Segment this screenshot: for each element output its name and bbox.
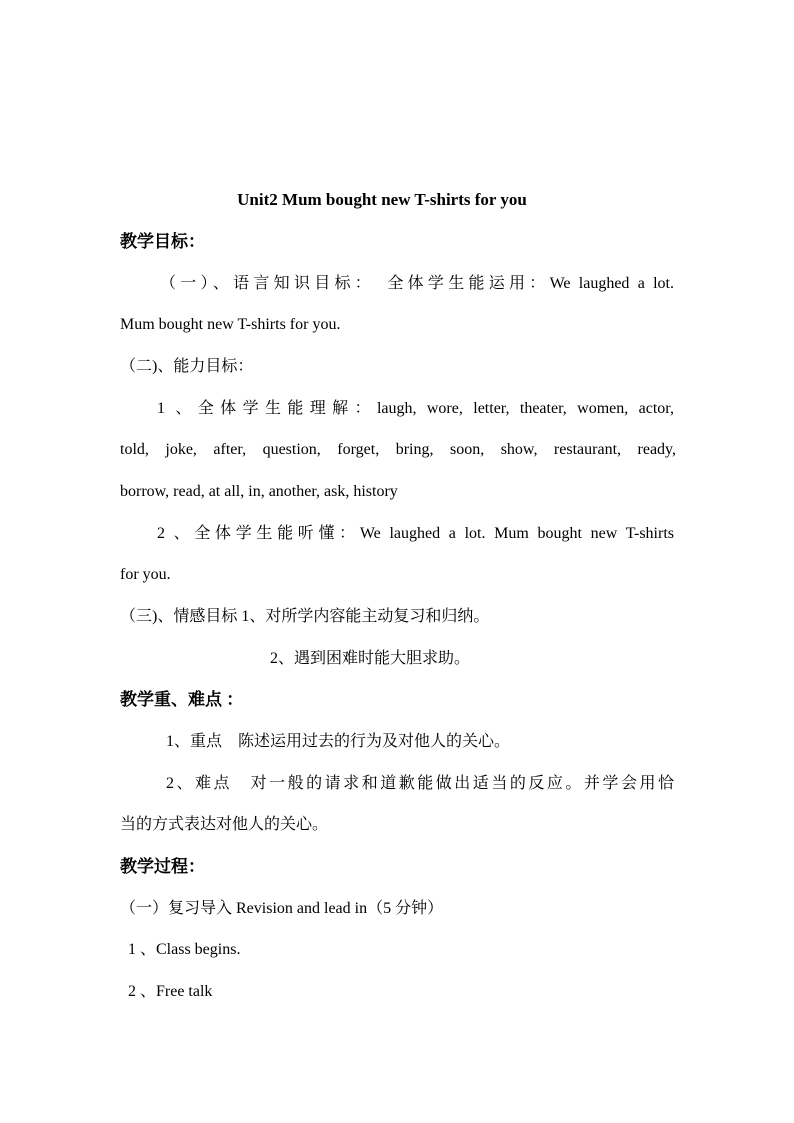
section-heading-key-points: 教学重、难点 ：: [120, 690, 244, 709]
paragraph-vocab-understand-cont1: told, joke, after, question, forget, bring, soon, show, restaurant, ready,: [120, 441, 676, 458]
section-heading-process: 教学过程：: [120, 857, 205, 876]
paragraph-difficult-point: 2、难点 对一般的请求和道歉能做出适当的反应。并学会用恰: [166, 775, 674, 792]
paragraph-listen-understand: 2 、全体学生能听懂：We laughed a lot. Mum bought new T-shirts: [157, 525, 674, 542]
list-item-class-begins: 1 、Class begins.: [128, 941, 241, 958]
paragraph-vocab-understand-cont2: borrow, read, at all, in, another, ask, history: [120, 483, 398, 500]
subheading-emotion-goal: （三)、情感目标 1、对所学内容能主动复习和归纳。: [120, 608, 490, 625]
subheading-revision: （一）复习导入 Revision and lead in（5 分钟）: [120, 900, 444, 917]
list-item-free-talk: 2 、Free talk: [128, 983, 213, 1000]
paragraph-language-goal: （一）、语言知识目标： 全体学生能运用：We laughed a lot.: [160, 275, 674, 292]
paragraph-emotion-goal-2: 2、遇到困难时能大胆求助。: [270, 650, 471, 667]
paragraph-key-point: 1、重点 陈述运用过去的行为及对他人的关心。: [166, 733, 511, 750]
paragraph-vocab-understand: 1 、全体学生能理解：laugh, wore, letter, theater, women, actor,: [157, 400, 674, 417]
subheading-ability-goal: （二)、能力目标：: [120, 358, 254, 375]
paragraph-listen-understand-cont: for you.: [120, 566, 171, 583]
paragraph-difficult-point-cont: 当的方式表达对他人的关心。: [120, 816, 329, 833]
paragraph-language-goal-cont: Mum bought new T-shirts for you.: [120, 316, 341, 333]
document-title: Unit2 Mum bought new T-shirts for you: [237, 190, 527, 209]
section-heading-objectives: 教学目标：: [120, 232, 205, 251]
